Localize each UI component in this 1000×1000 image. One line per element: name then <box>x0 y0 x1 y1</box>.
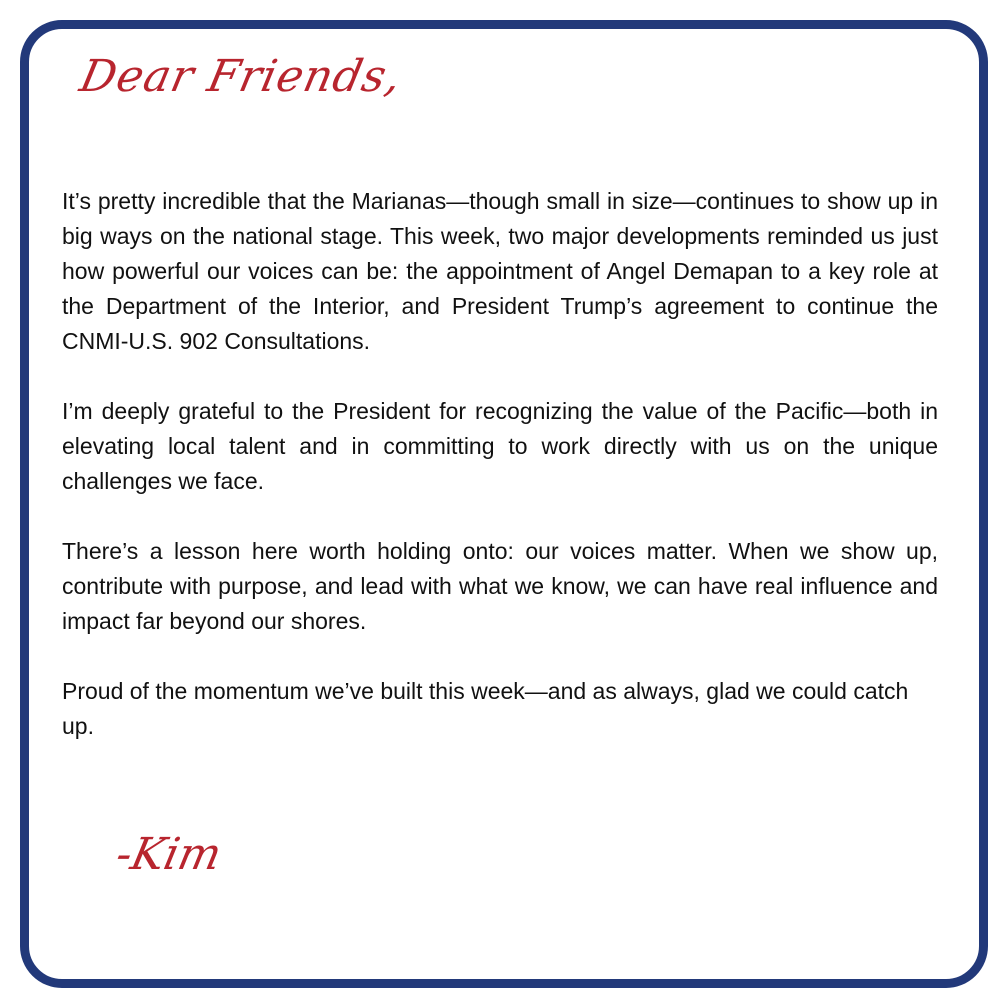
greeting: Dear Friends, <box>75 51 407 102</box>
signature: -Kim <box>111 829 226 880</box>
paragraph-1: It’s pretty incredible that the Marianas—though small in size—continues to show up in big ways on the national stage. This week, two major developments reminded us just how powerful our voices can be: the appointment of Angel Demapan to a key role at the Department of the Interior, and President Trump’s agreement to continue the CNMI-U.S. 902 Consultations. <box>62 188 938 354</box>
paragraph-4: Proud of the momentum we’ve built this week—and as always, glad we could catch up. <box>62 678 909 739</box>
letter-card <box>20 20 988 988</box>
paragraph-3: There’s a lesson here worth holding onto: our voices matter. When we show up, contribute with purpose, and lead with what we know, we can have real influence and impact far beyond our shores. <box>62 538 938 634</box>
letter-body <box>62 184 938 779</box>
paragraph-2: I’m deeply grateful to the President for recognizing the value of the Pacific—both in elevating local talent and in committing to work directly with us on the unique challenges we face. <box>62 398 938 494</box>
